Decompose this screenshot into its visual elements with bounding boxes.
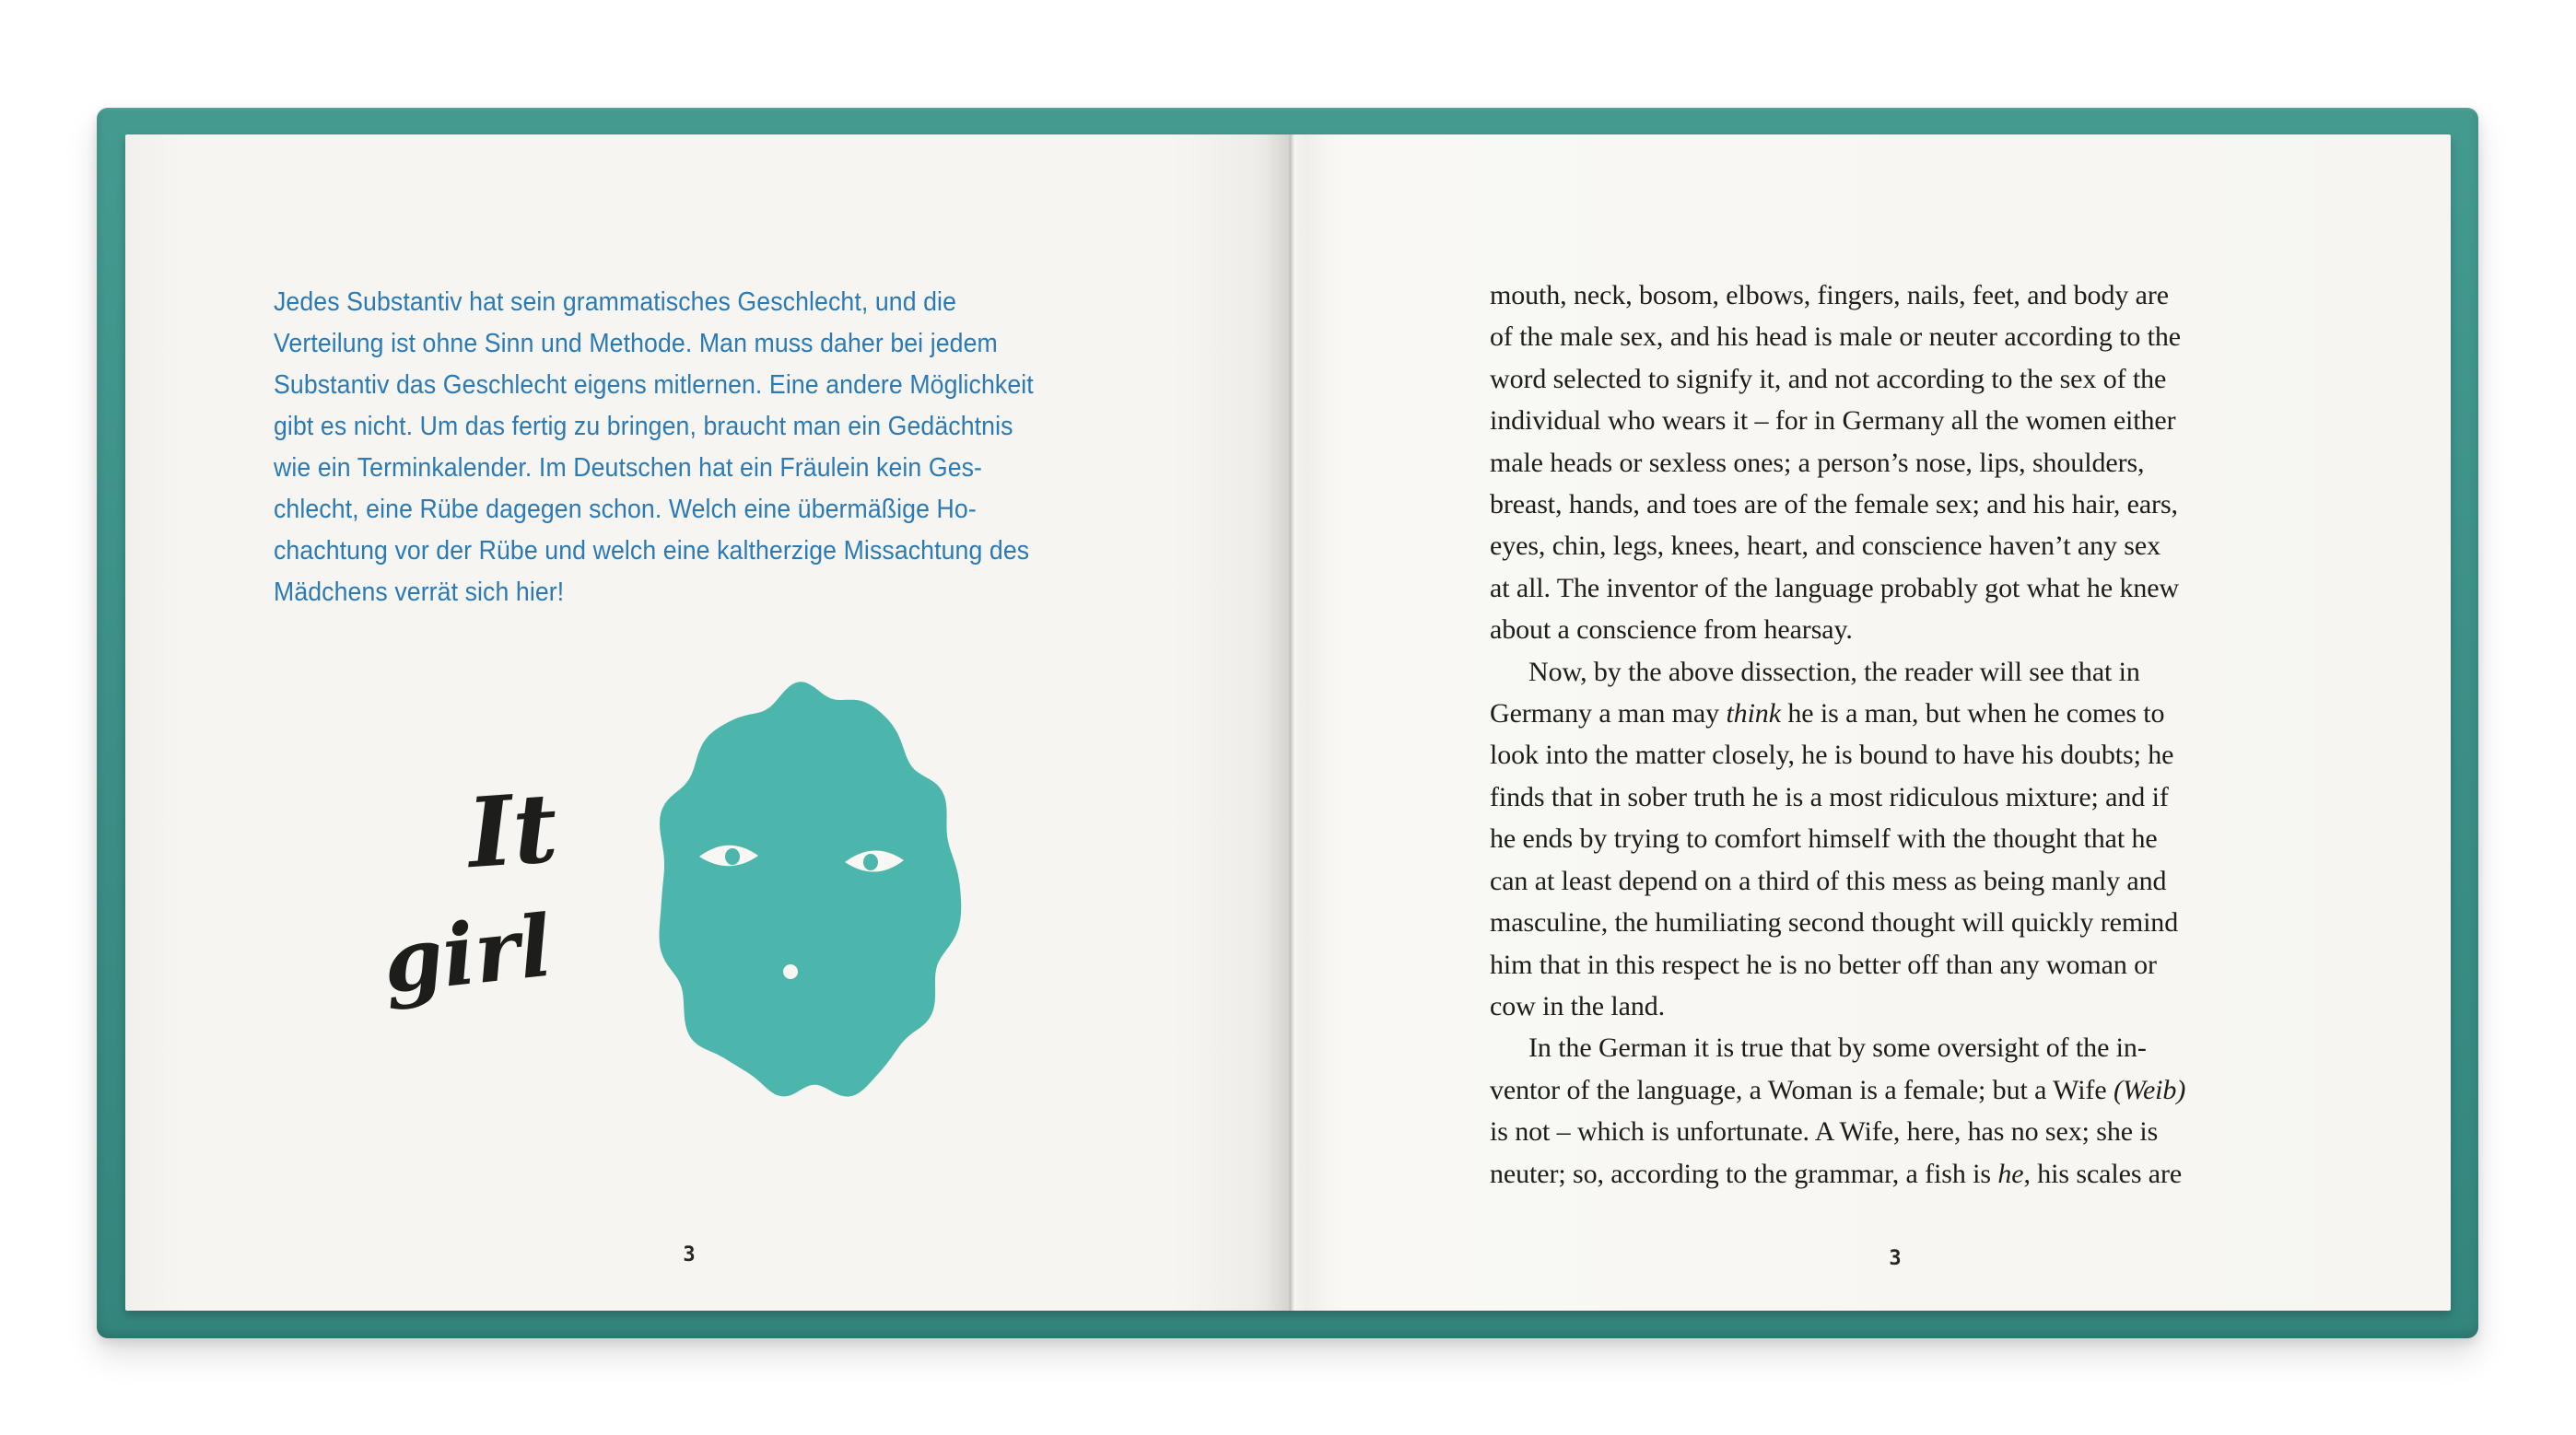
caption-girl: girl bbox=[378, 895, 556, 1013]
text-line: In the German it is true that by some oversight of the in- bbox=[1528, 1032, 2147, 1064]
page-spread bbox=[125, 134, 2451, 1311]
text-line: chlecht, eine Rübe dagegen schon. Welch eine übermäßige Ho- bbox=[274, 495, 977, 524]
nose-dot bbox=[783, 964, 798, 979]
text-line: him that in this respect he is no better off than any woman or bbox=[1490, 949, 2157, 980]
blob-face-illustration bbox=[637, 674, 978, 1113]
text-line: ventor of the language, a Woman is a female; but a Wife (Weib) bbox=[1490, 1074, 2186, 1105]
english-text-block bbox=[1490, 274, 2319, 1195]
text-line: Now, by the above dissection, the reader will see that in bbox=[1528, 656, 2140, 687]
text-line: word selected to signify it, and not according to the sex of the bbox=[1490, 363, 2167, 394]
text-line: male heads or sexless ones; a person’s nose, lips, shoulders, bbox=[1490, 447, 2145, 478]
german-text-block bbox=[274, 282, 1106, 613]
text-line: individual who wears it – for in Germany all the women either bbox=[1490, 405, 2176, 437]
text-line: Germany a man may think he is a man, but when he comes to bbox=[1490, 698, 2165, 729]
right-page bbox=[1290, 134, 2451, 1311]
text-line: can at least depend on a third of this mess as being manly and bbox=[1490, 865, 2167, 896]
text-line: he ends by trying to comfort himself with the thought that he bbox=[1490, 823, 2158, 855]
text-line: mouth, neck, bosom, elbows, fingers, nails, feet, and body are bbox=[1490, 280, 2169, 310]
text-line: look into the matter closely, he is bound to have his doubts; he bbox=[1490, 740, 2174, 771]
text-line: Verteilung ist ohne Sinn und Methode. Man muss daher bei jedem bbox=[274, 329, 998, 358]
text-line: Mädchens verrät sich hier! bbox=[274, 578, 565, 607]
text-line: chachtung vor der Rübe und welch eine kaltherzige Missachtung des bbox=[274, 536, 1030, 566]
left-page-number: 3 bbox=[683, 1243, 696, 1266]
text-line: breast, hands, and toes are of the female sex; and his hair, ears, bbox=[1490, 489, 2178, 520]
left-page bbox=[125, 134, 1290, 1311]
text-line: neuter; so, according to the grammar, a fish is he, his scales are bbox=[1490, 1158, 2183, 1189]
text-line: eyes, chin, legs, knees, heart, and conscience haven’t any sex bbox=[1490, 531, 2160, 562]
text-line: cow in the land. bbox=[1490, 990, 1666, 1021]
text-line: of the male sex, and his head is male or neuter according to the bbox=[1490, 321, 2182, 353]
left-pupil bbox=[725, 848, 740, 865]
text-line: masculine, the humiliating second thought will quickly remind bbox=[1490, 907, 2179, 939]
right-pupil bbox=[863, 854, 878, 870]
text-line: is not – which is unfortunate. A Wife, here, has no sex; she is bbox=[1490, 1116, 2159, 1148]
text-line: Substantiv das Geschlecht eigens mitlernen. Eine andere Möglichkeit bbox=[274, 370, 1034, 400]
caption-it: It bbox=[463, 770, 561, 891]
text-line: finds that in sober truth he is a most ridiculous mixture; and if bbox=[1490, 781, 2169, 812]
blob-shape bbox=[660, 682, 962, 1096]
text-line: gibt es nicht. Um das fertig zu bringen, braucht man ein Gedächtnis bbox=[274, 412, 1013, 441]
book-cover bbox=[97, 108, 2478, 1338]
text-line: at all. The inventor of the language probably got what he knew bbox=[1490, 572, 2180, 603]
text-line: wie ein Terminkalender. Im Deutschen hat ein Fräulein kein Ges- bbox=[274, 453, 983, 483]
text-line: about a conscience from hearsay. bbox=[1490, 614, 1853, 646]
text-line: Jedes Substantiv hat sein grammatisches Geschlecht, und die bbox=[274, 287, 957, 317]
right-page-number: 3 bbox=[1889, 1247, 1902, 1270]
